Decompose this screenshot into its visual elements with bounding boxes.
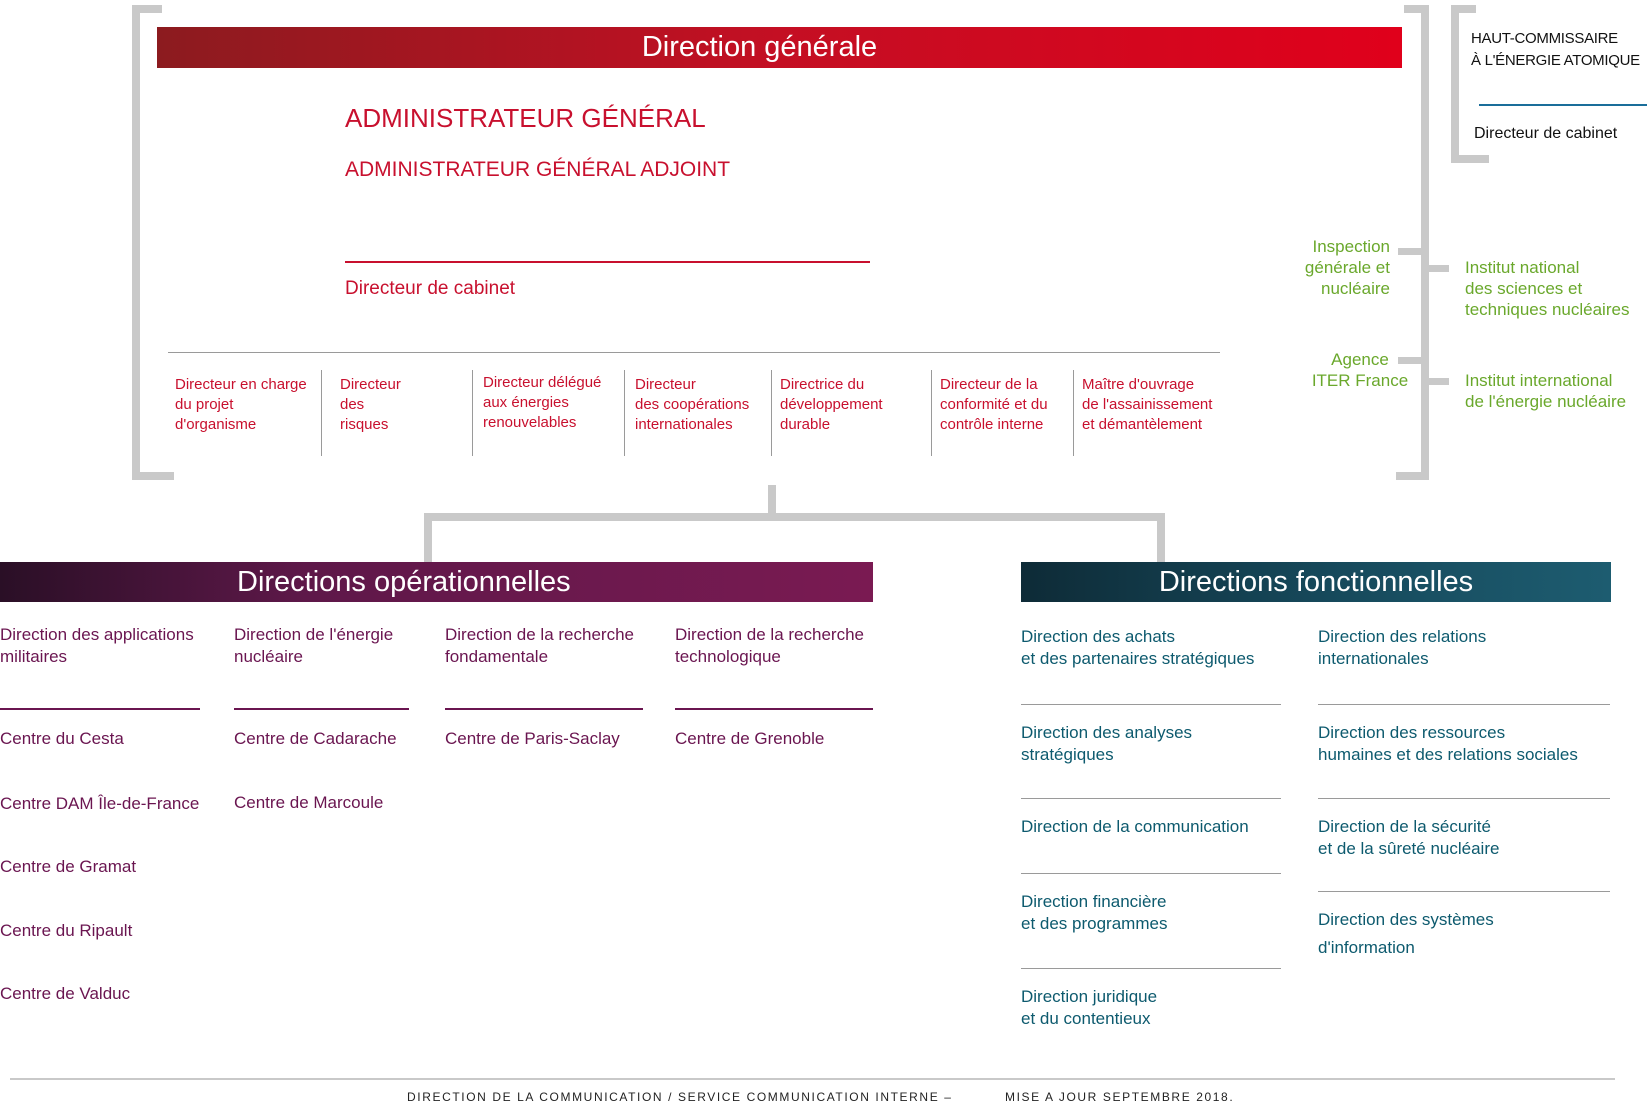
dg-item-energies-renouvelables: Directeur délégué aux énergies renouvelables xyxy=(483,374,602,431)
dg-bracket-left-top xyxy=(132,5,162,13)
op-divider xyxy=(234,708,409,710)
fn-divider xyxy=(1318,891,1610,892)
op-divider xyxy=(675,708,873,710)
dg-item-developpement-durable: Directrice du développement durable xyxy=(780,376,883,433)
fn-relations-internationales: Direction des relations internationales xyxy=(1318,627,1487,668)
connector-inspection xyxy=(1398,248,1421,255)
op-centre: Centre de Cadarache xyxy=(234,729,397,748)
op-centre: Centre de Paris-Saclay xyxy=(445,729,620,748)
footer-right: MISE A JOUR SEPTEMBRE 2018. xyxy=(1005,1090,1235,1104)
dg-item-separator xyxy=(321,370,322,456)
fn-systemes-information: Direction des systèmes d'information xyxy=(1318,910,1494,957)
institut-national: Institut national des sciences et techniques nucléaires xyxy=(1465,258,1630,319)
dg-item-assainissement: Maître d'ouvrage de l'assainissement et démantèlement xyxy=(1082,376,1213,433)
direction-generale-banner xyxy=(157,27,1402,68)
op-centre: Centre de Grenoble xyxy=(675,729,825,748)
dg-item-separator xyxy=(931,370,932,456)
directions-operationnelles-banner xyxy=(0,562,873,602)
op-direction-recherche-technologique: Direction de la recherche technologique xyxy=(675,625,864,666)
fn-divider xyxy=(1021,704,1281,705)
agence-iter-france: Agence ITER France xyxy=(1311,350,1409,390)
op-direction-energie-nucleaire: Direction de l'énergie nucléaire xyxy=(234,625,394,666)
dg-item-separator xyxy=(472,370,473,456)
fn-divider xyxy=(1318,704,1610,705)
tree-right-drop xyxy=(1157,513,1165,563)
dg-items-divider xyxy=(168,352,1220,353)
footer-left: DIRECTION DE LA COMMUNICATION / SERVICE COMMUNICATION INTERNE – xyxy=(407,1090,953,1104)
dg-item-separator xyxy=(1073,370,1074,456)
direction-generale-title: Direction générale xyxy=(641,31,878,63)
op-centre: Centre du Cesta xyxy=(0,729,124,748)
fn-divider xyxy=(1021,873,1281,874)
dg-item-cooperations: Directeur des coopérations internationales xyxy=(635,376,750,433)
directeur-de-cabinet: Directeur de cabinet xyxy=(345,278,516,299)
haut-commissaire-title: HAUT-COMMISSAIRE À L'ÉNERGIE ATOMIQUE xyxy=(1471,30,1640,69)
dg-item-projet-organisme: Directeur en charge du projet d'organisme xyxy=(175,376,307,433)
administrateur-general: ADMINISTRATEUR GÉNÉRAL xyxy=(345,103,706,133)
dg-bracket-right-vertical xyxy=(1421,5,1429,480)
op-centre: Centre de Marcoule xyxy=(234,793,384,812)
op-direction-applications-militaires: Direction des applications militaires xyxy=(0,625,194,666)
fn-securite-surete: Direction de la sécurité et de la sûreté nucléaire xyxy=(1318,817,1500,858)
dg-item-separator xyxy=(624,370,625,456)
op-divider xyxy=(445,708,643,710)
institut-international: Institut international de l'énergie nucléaire xyxy=(1465,371,1627,411)
administrateur-general-adjoint: ADMINISTRATEUR GÉNÉRAL ADJOINT xyxy=(345,158,731,181)
haut-commissaire-divider xyxy=(1479,104,1647,106)
directions-fonctionnelles-title: Directions fonctionnelles xyxy=(1158,566,1474,598)
dg-bracket-right-top xyxy=(1404,5,1429,13)
fn-communication: Direction de la communication xyxy=(1021,817,1249,836)
fn-juridique: Direction juridique et du contentieux xyxy=(1021,987,1158,1028)
cabinet-divider xyxy=(345,261,870,263)
directions-operationnelles-title: Directions opérationnelles xyxy=(237,566,571,598)
dg-bracket-left-bottom xyxy=(132,472,174,480)
hc-bracket-bottom xyxy=(1451,155,1489,163)
fn-analyses-strategiques: Direction des analyses stratégiques xyxy=(1021,723,1193,764)
dg-bracket-left-vertical xyxy=(132,5,140,480)
tree-left-drop xyxy=(424,513,432,563)
op-direction-recherche-fondamentale: Direction de la recherche fondamentale xyxy=(445,625,634,666)
directions-fonctionnelles-banner xyxy=(1021,562,1611,602)
fn-achats: Direction des achats et des partenaires stratégiques xyxy=(1021,627,1255,668)
hc-bracket-top xyxy=(1451,5,1476,13)
footer-divider xyxy=(10,1078,1615,1080)
tree-horizontal xyxy=(424,513,1165,521)
fn-divider xyxy=(1021,968,1281,969)
op-centre: Centre de Gramat xyxy=(0,857,137,876)
dg-item-conformite: Directeur de la conformité et du contrôle interne xyxy=(940,376,1048,433)
op-centre: Centre du Ripault xyxy=(0,921,133,940)
fn-divider xyxy=(1318,798,1610,799)
op-centre: Centre de Valduc xyxy=(0,984,131,1003)
fn-financiere: Direction financière et des programmes xyxy=(1021,892,1168,933)
connector-institut-national xyxy=(1429,265,1449,272)
connector-institut-international xyxy=(1429,378,1449,385)
inspection-generale: Inspection générale et nucléaire xyxy=(1304,237,1390,298)
dg-item-risques: Directeur des risques xyxy=(340,376,401,433)
dg-item-separator xyxy=(771,370,772,456)
hc-bracket-vertical xyxy=(1451,5,1459,163)
op-divider xyxy=(0,708,200,710)
fn-divider xyxy=(1021,798,1281,799)
fn-ressources-humaines: Direction des ressources humaines et des relations sociales xyxy=(1318,723,1578,764)
haut-commissaire-cabinet: Directeur de cabinet xyxy=(1474,125,1618,142)
op-centre: Centre DAM Île-de-France xyxy=(0,794,200,813)
dg-bracket-right-bottom xyxy=(1396,472,1429,480)
